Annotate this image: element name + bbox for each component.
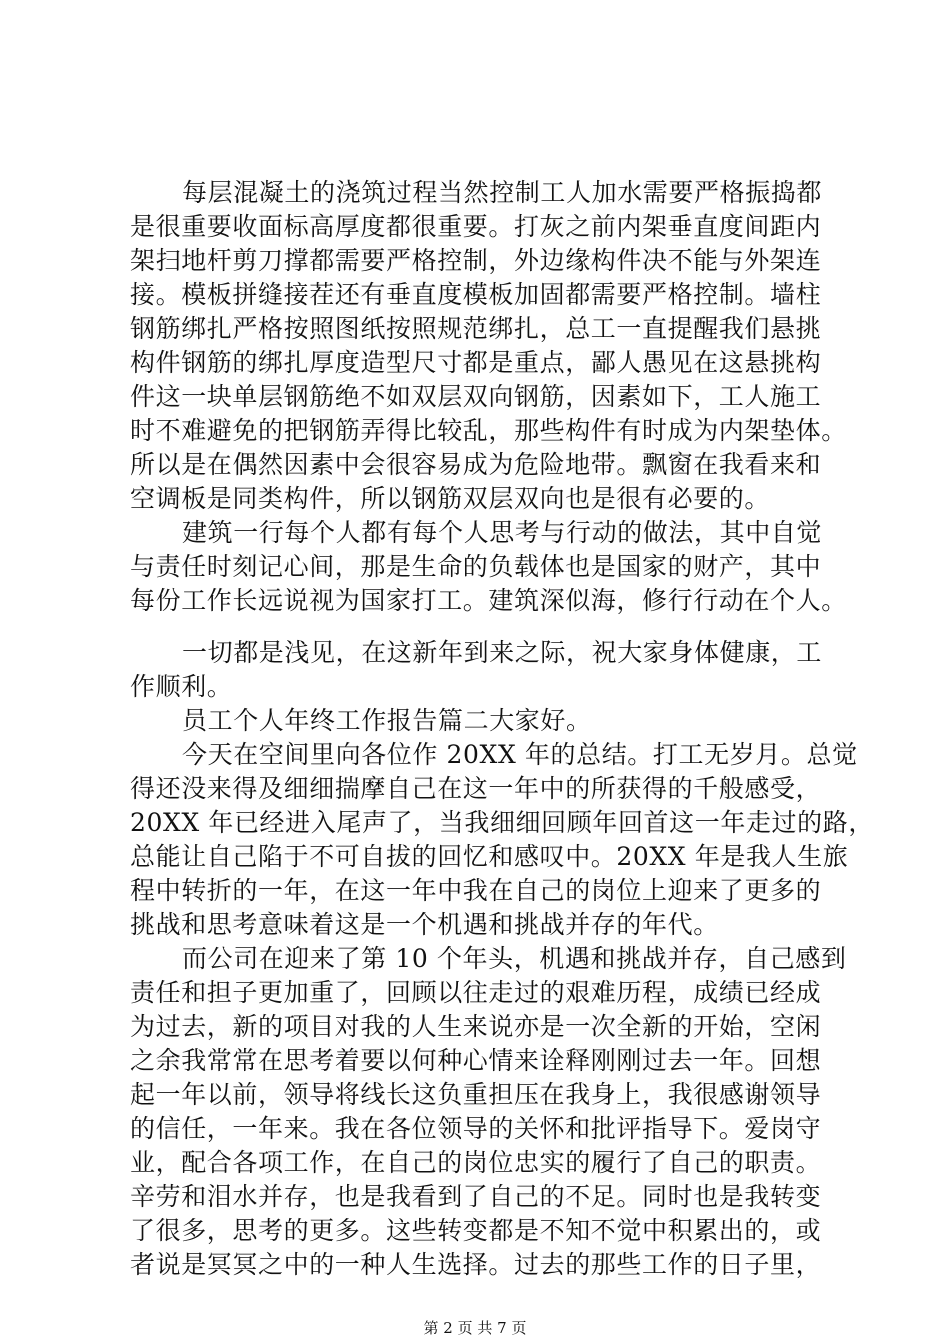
paragraph-line: 钢筋绑扎严格按照图纸按照规范绑扎，总工一直提醒我们悬挑 <box>130 314 822 343</box>
paragraph-line: 接。模板拼缝接茬还有垂直度模板加固都需要严格控制。墙柱 <box>130 280 822 309</box>
paragraph-line: 所以是在偶然因素中会很容易成为危险地带。飘窗在我看来和 <box>130 450 822 479</box>
paragraph-line: 辛劳和泪水并存，也是我看到了自己的不足。同时也是我转变 <box>130 1182 822 1211</box>
paragraph-line: 作顺利。 <box>130 672 233 701</box>
paragraph-line: 之余我常常在思考着要以何种心情来诠释刚刚过去一年。回想 <box>130 1046 822 1075</box>
paragraph-line: 20XX 年已经进入尾声了，当我细细回顾年回首这一年走过的路， <box>130 808 874 837</box>
paragraph-line: 的信任，一年来。我在各位领导的关怀和批评指导下。爱岗守 <box>130 1114 822 1143</box>
paragraph-line: 今天在空间里向各位作 20XX 年的总结。打工无岁月。总觉 <box>182 740 858 769</box>
paragraph-line: 构件钢筋的绑扎厚度造型尺寸都是重点，鄙人愚见在这悬挑构 <box>130 348 822 377</box>
paragraph-line: 件这一块单层钢筋绝不如双层双向钢筋，因素如下，工人施工 <box>130 382 822 411</box>
page-footer: 第 2 页 共 7 页 <box>423 1319 527 1337</box>
paragraph-line: 得还没来得及细细揣摩自己在这一年中的所获得的千般感受， <box>130 774 822 803</box>
paragraph-line: 每份工作长远说视为国家打工。建筑深似海，修行行动在个人。 <box>130 586 847 615</box>
paragraph-line: 为过去，新的项目对我的人生来说亦是一次全新的开始，空闲 <box>130 1012 822 1041</box>
paragraph-line: 时不难避免的把钢筋弄得比较乱，那些构件有时成为内架垫体。 <box>130 416 847 445</box>
paragraph-line: 是很重要收面标高厚度都很重要。打灰之前内架垂直度间距内 <box>130 212 822 241</box>
paragraph-line: 架扫地杆剪刀撑都需要严格控制，外边缘构件决不能与外架连 <box>130 246 822 275</box>
paragraph-line: 者说是冥冥之中的一种人生选择。过去的那些工作的日子里， <box>130 1250 822 1279</box>
section-heading: 员工个人年终工作报告篇二大家好。 <box>182 706 592 735</box>
paragraph-line: 建筑一行每个人都有每个人思考与行动的做法，其中自觉 <box>182 518 823 547</box>
paragraph-line: 了很多，思考的更多。这些转变都是不知不觉中积累出的，或 <box>130 1216 822 1245</box>
paragraph-line: 一切都是浅见，在这新年到来之际，祝大家身体健康，工 <box>182 638 823 667</box>
paragraph-line: 责任和担子更加重了，回顾以往走过的艰难历程，成绩已经成 <box>130 978 822 1007</box>
paragraph-line: 挑战和思考意味着这是一个机遇和挑战并存的年代。 <box>130 910 719 939</box>
paragraph-line: 起一年以前，领导将线长这负重担压在我身上，我很感谢领导 <box>130 1080 822 1109</box>
paragraph-line: 空调板是同类构件，所以钢筋双层双向也是很有必要的。 <box>130 484 771 513</box>
paragraph-line: 总能让自己陷于不可自拔的回忆和感叹中。20XX 年是我人生旅 <box>130 842 849 871</box>
paragraph-line: 每层混凝土的浇筑过程当然控制工人加水需要严格振捣都 <box>182 178 823 207</box>
paragraph-line: 业，配合各项工作，在自己的岗位忠实的履行了自己的职责。 <box>130 1148 822 1177</box>
paragraph-line: 而公司在迎来了第 10 个年头，机遇和挑战并存，自己感到 <box>182 944 847 973</box>
paragraph-line: 程中转折的一年，在这一年中我在自己的岗位上迎来了更多的 <box>130 876 822 905</box>
paragraph-line: 与责任时刻记心间，那是生命的负载体也是国家的财产，其中 <box>130 552 822 581</box>
